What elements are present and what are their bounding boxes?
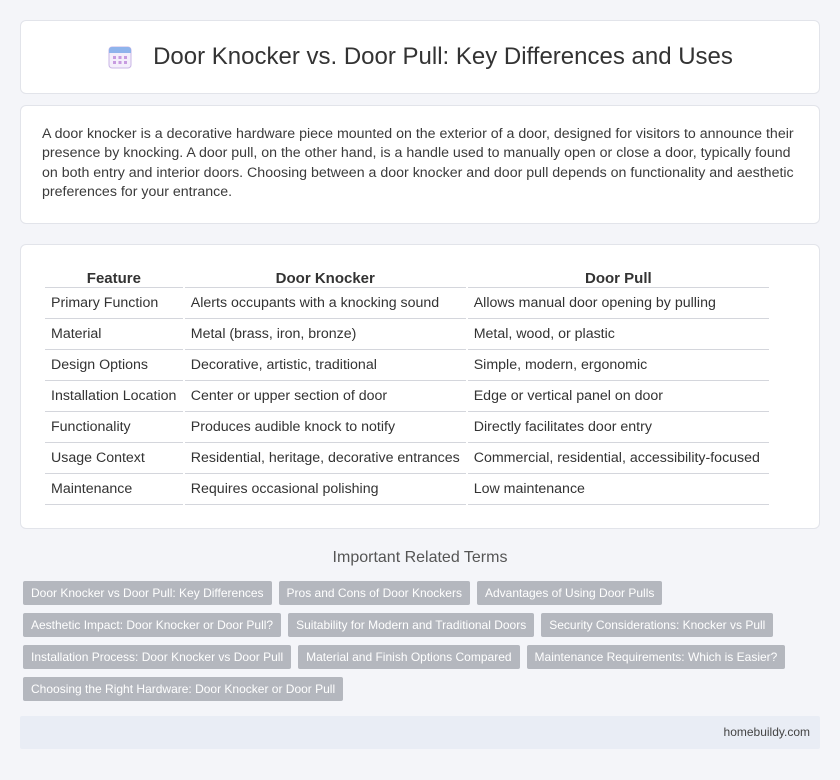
table-cell: Residential, heritage, decorative entrances (185, 443, 466, 474)
table-cell: Center or upper section of door (185, 381, 466, 412)
table-cell: Maintenance (45, 474, 183, 505)
table-cell: Decorative, artistic, traditional (185, 350, 466, 381)
table-cell: Usage Context (45, 443, 183, 474)
related-term-tag[interactable]: Advantages of Using Door Pulls (477, 581, 662, 605)
table-row (45, 412, 769, 443)
table-header-row (45, 265, 769, 288)
table-row (45, 474, 769, 505)
table-cell: Installation Location (45, 381, 183, 412)
table-cell: Allows manual door opening by pulling (468, 288, 769, 319)
related-term-tag[interactable]: Pros and Cons of Door Knockers (279, 581, 470, 605)
table-cell: Metal (brass, iron, bronze) (185, 319, 466, 350)
related-terms-list (23, 581, 813, 701)
table-cell: Produces audible knock to notify (185, 412, 466, 443)
table-cell: Simple, modern, ergonomic (468, 350, 769, 381)
table-cell: Requires occasional polishing (185, 474, 466, 505)
comparison-table (43, 265, 771, 505)
title-card (20, 20, 820, 94)
column-header-feature: Feature (45, 265, 183, 288)
related-term-tag[interactable]: Choosing the Right Hardware: Door Knocker or Door Pull (23, 677, 343, 701)
table-cell: Material (45, 319, 183, 350)
table-cell: Directly facilitates door entry (468, 412, 769, 443)
table-cell: Primary Function (45, 288, 183, 319)
intro-card (20, 105, 820, 224)
related-term-tag[interactable]: Door Knocker vs Door Pull: Key Differences (23, 581, 272, 605)
footer (20, 716, 820, 749)
calendar-icon (107, 44, 133, 70)
table-row (45, 288, 769, 319)
table-cell: Low maintenance (468, 474, 769, 505)
table-cell: Commercial, residential, accessibility-focused (468, 443, 769, 474)
column-header-door-knocker: Door Knocker (185, 265, 466, 288)
table-row (45, 319, 769, 350)
table-row (45, 443, 769, 474)
related-term-tag[interactable]: Maintenance Requirements: Which is Easier? (527, 645, 786, 669)
page-title: Door Knocker vs. Door Pull: Key Differences and Uses (153, 43, 733, 70)
related-term-tag[interactable]: Installation Process: Door Knocker vs Door Pull (23, 645, 291, 669)
table-cell: Metal, wood, or plastic (468, 319, 769, 350)
related-term-tag[interactable]: Material and Finish Options Compared (298, 645, 519, 669)
related-term-tag[interactable]: Aesthetic Impact: Door Knocker or Door Pull? (23, 613, 281, 637)
footer-site-link[interactable]: homebuildy.com (723, 725, 810, 739)
related-terms-title: Important Related Terms (332, 549, 508, 566)
table-row (45, 381, 769, 412)
table-cell: Functionality (45, 412, 183, 443)
table-cell: Alerts occupants with a knocking sound (185, 288, 466, 319)
related-term-tag[interactable]: Suitability for Modern and Traditional Doors (288, 613, 534, 637)
column-header-door-pull: Door Pull (468, 265, 769, 288)
comparison-table-card (20, 244, 820, 529)
related-term-tag[interactable]: Security Considerations: Knocker vs Pull (541, 613, 773, 637)
intro-text: A door knocker is a decorative hardware piece mounted on the exterior of a door, designed for visitors to announce their presence by knocking. A door pull, on the other hand, is a handle used to manually open or close a door, typically found on both entry and interior doors. Choosing between a door knocker and door pull depends on functionality and aesthetic preferences for your entrance. (42, 126, 794, 201)
table-cell: Design Options (45, 350, 183, 381)
table-row (45, 350, 769, 381)
table-cell: Edge or vertical panel on door (468, 381, 769, 412)
